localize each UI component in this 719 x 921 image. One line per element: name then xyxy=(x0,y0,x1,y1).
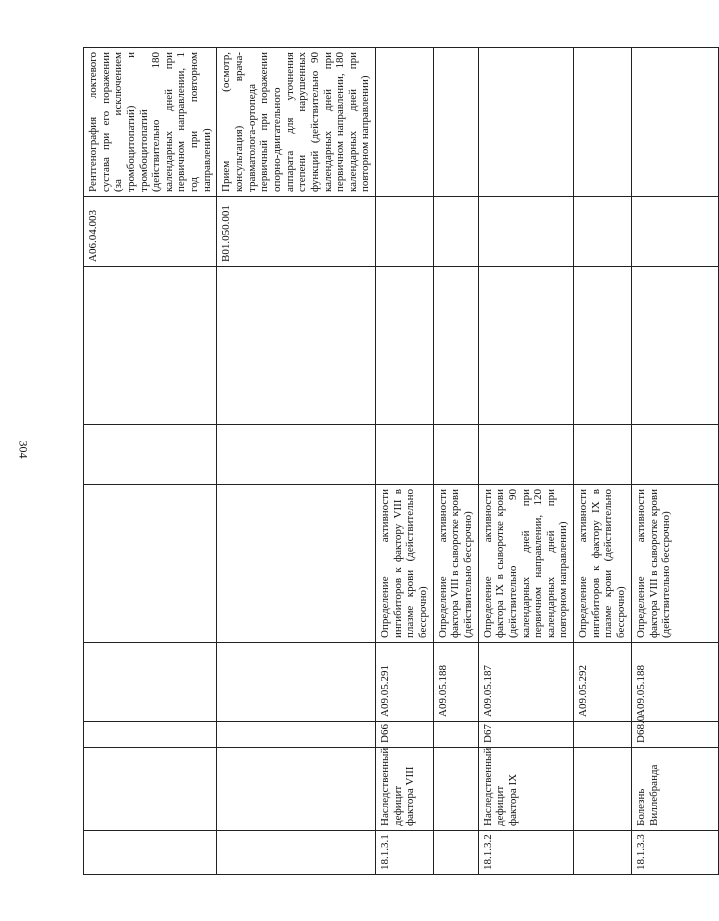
instrumental-code-cell xyxy=(574,197,632,267)
instrumental-code-cell xyxy=(376,197,434,267)
instrumental-code-cell: A06.04.003 xyxy=(84,197,217,267)
instrumental-description-cell xyxy=(632,48,719,197)
lab-code-cell: A09.05.291 xyxy=(376,643,434,722)
empty-cell xyxy=(376,425,434,485)
instrumental-description-cell: Прием (осмотр, консультация) врача-травматолога-ортопеда первичный при поражении опорно-двигательного аппарата для уточнения степени нарушенных функций (действительно 90 календарных дней при первичном направлении, 180 календарных дней при повторном направлении) xyxy=(217,48,376,197)
medical-services-table xyxy=(83,47,719,875)
empty-cell xyxy=(478,267,573,425)
empty-cell xyxy=(217,267,376,425)
disease-cell: Наследственный дефицит фактора IX xyxy=(478,748,573,831)
empty-cell xyxy=(433,267,478,425)
disease-cell xyxy=(84,748,217,831)
icd-code-cell: D66 xyxy=(376,722,434,748)
empty-cell xyxy=(84,425,217,485)
instrumental-description-cell xyxy=(376,48,434,197)
lab-code-cell xyxy=(84,643,217,722)
row-number-cell xyxy=(84,831,217,875)
row-number-cell: 18.1.3.2 xyxy=(478,831,573,875)
table-row xyxy=(478,48,573,875)
disease-cell xyxy=(433,748,478,831)
table-row xyxy=(433,48,478,875)
disease-cell: Болезнь Виллебранда xyxy=(632,748,719,831)
empty-cell xyxy=(433,425,478,485)
empty-cell xyxy=(632,267,719,425)
lab-code-cell: A09.05.187 xyxy=(478,643,573,722)
lab-code-cell: A09.05.292 xyxy=(574,643,632,722)
lab-description-cell xyxy=(217,485,376,643)
lab-description-cell xyxy=(84,485,217,643)
row-number-cell xyxy=(433,831,478,875)
lab-code-cell: A09.05.188 xyxy=(433,643,478,722)
disease-cell xyxy=(217,748,376,831)
lab-description-cell: Определение активности ингибиторов к фактору VIII в плазме крови (действительно бессрочно) xyxy=(376,485,434,643)
empty-cell xyxy=(376,267,434,425)
empty-cell xyxy=(632,425,719,485)
lab-description-cell: Определение активности фактора VIII в сыворотке крови (действительно бессрочно) xyxy=(433,485,478,643)
lab-description-cell: Определение активности фактора VIII в сыворотке крови (действительно бессрочно) xyxy=(632,485,719,643)
row-number-cell: 18.1.3.3 xyxy=(632,831,719,875)
instrumental-code-cell xyxy=(632,197,719,267)
icd-code-cell xyxy=(574,722,632,748)
table-row xyxy=(632,48,719,875)
instrumental-code-cell xyxy=(433,197,478,267)
lab-code-cell xyxy=(217,643,376,722)
table-row xyxy=(217,48,376,875)
row-number-cell xyxy=(217,831,376,875)
icd-code-cell xyxy=(217,722,376,748)
empty-cell xyxy=(84,267,217,425)
lab-code-cell: A09.05.188 xyxy=(632,643,719,722)
table-row xyxy=(376,48,434,875)
icd-code-cell xyxy=(84,722,217,748)
rotated-table-frame xyxy=(83,48,673,875)
instrumental-description-cell xyxy=(574,48,632,197)
empty-cell xyxy=(574,425,632,485)
row-number-cell xyxy=(574,831,632,875)
empty-cell xyxy=(574,267,632,425)
lab-description-cell: Определение активности фактора IX в сыворотке крови (действительно 90 календарных дней при первичном направлении, 120 календарных дней при повторном направлении) xyxy=(478,485,573,643)
row-number-cell: 18.1.3.1 xyxy=(376,831,434,875)
icd-code-cell: D68.0 xyxy=(632,722,719,748)
table-row xyxy=(84,48,217,875)
icd-code-cell: D67 xyxy=(478,722,573,748)
lab-description-cell: Определение активности ингибиторов к фактору IX в плазме крови (действительно бессрочно) xyxy=(574,485,632,643)
table-row xyxy=(574,48,632,875)
disease-cell xyxy=(574,748,632,831)
page-number: 304 xyxy=(16,440,31,459)
instrumental-code-cell: B01.050.001 xyxy=(217,197,376,267)
icd-code-cell xyxy=(433,722,478,748)
disease-cell: Наследственный дефицит фактора VIII xyxy=(376,748,434,831)
empty-cell xyxy=(478,425,573,485)
empty-cell xyxy=(217,425,376,485)
instrumental-description-cell xyxy=(433,48,478,197)
instrumental-code-cell xyxy=(478,197,573,267)
instrumental-description-cell: Рентгенография локтевого сустава при его поражении (за исключением тромбоцитопатий) и тромбоцитопатий (действительно 180 календарных дней при первичном направлении, 1 год при повторном направлении) xyxy=(84,48,217,197)
instrumental-description-cell xyxy=(478,48,573,197)
